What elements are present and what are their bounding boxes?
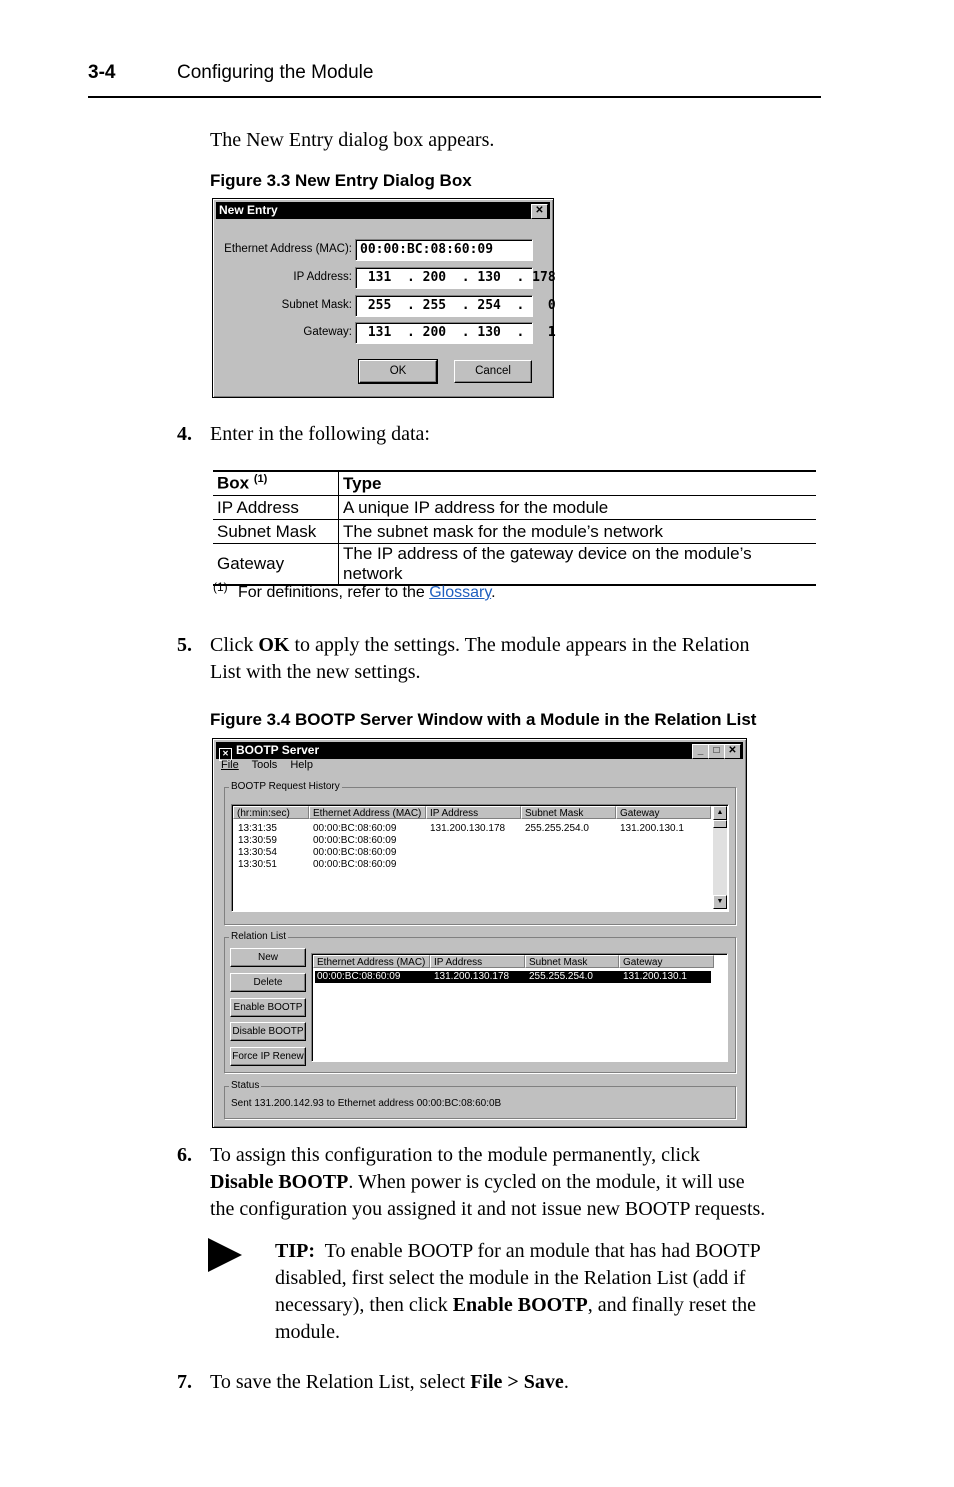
minimize-icon[interactable]: _ (692, 744, 709, 759)
mac-label: Ethernet Address (MAC): (224, 243, 352, 255)
step-7-number: 7. (177, 1371, 192, 1393)
history-col-gateway[interactable]: Gateway (616, 806, 711, 819)
ok-button[interactable]: OK (359, 360, 437, 383)
header-rule (88, 96, 821, 98)
table-cell: Subnet Mask (213, 520, 339, 544)
footnote-mark: (1) (213, 580, 228, 594)
footnote-text: For definitions, refer to the (238, 584, 430, 601)
subnet-field[interactable]: 255 . 255 . 254 . 0 (355, 295, 533, 317)
relation-row-selected[interactable] (315, 971, 711, 983)
table-row (213, 520, 816, 544)
history-label: BOOTP Request History (231, 781, 340, 792)
file-save-bold: File > Save (470, 1371, 564, 1393)
step-7-text: To save the Relation List, select File > Save. (210, 1371, 569, 1393)
enable-bootp-button[interactable]: Enable BOOTP (230, 998, 306, 1017)
cancel-button[interactable]: Cancel (454, 360, 532, 383)
status-label: Status (231, 1080, 260, 1091)
table-cell: IP Address (213, 496, 339, 520)
history-cell: 131.200.130.178 (430, 823, 506, 834)
ip-label: IP Address: (293, 271, 352, 283)
relation-label: Relation List (231, 931, 287, 942)
enable-bootp-bold: Enable BOOTP (452, 1294, 588, 1316)
history-cell: 255.255.254.0 (525, 823, 589, 834)
history-cell: 00:00:BC:08:60:09 (313, 859, 397, 870)
ok-bold: OK (258, 634, 290, 656)
step-5-text: Click OK to apply the settings. The module appears in the Relation List with the new settings. (210, 634, 750, 683)
relation-col-mac[interactable]: Ethernet Address (MAC) (313, 955, 430, 968)
window-title: BOOTP Server (236, 743, 320, 757)
scroll-thumb[interactable] (713, 820, 727, 828)
history-cell: 00:00:BC:08:60:09 (313, 835, 397, 846)
chapter-title: Configuring the Module (177, 62, 374, 83)
relation-list[interactable] (311, 953, 728, 1062)
subnet-label: Subnet Mask: (281, 299, 352, 311)
history-cell: 131.200.130.1 (620, 823, 684, 834)
history-scrollbar[interactable] (713, 806, 727, 909)
bootp-server-window (212, 738, 747, 1128)
menu-tools[interactable]: Tools (251, 759, 278, 771)
tip-text: TIP: To enable BOOTP for an module that has had BOOTP disabled, first select the module in the Relation List (add if necessary), then click Enable BOOTP, and finally reset the module. (275, 1240, 761, 1343)
relation-col-subnet[interactable]: Subnet Mask (525, 955, 619, 968)
step-4-number: 4. (177, 423, 192, 445)
footnote-end: . (491, 584, 496, 601)
history-col-mac[interactable]: Ethernet Address (MAC) (309, 806, 426, 819)
table-row (213, 496, 816, 520)
menu-file[interactable]: File (221, 759, 239, 771)
history-cell: 13:30:59 (238, 835, 277, 846)
tip-arrow-icon (208, 1238, 244, 1274)
history-list[interactable] (231, 804, 729, 912)
close-icon[interactable]: ✕ (531, 204, 548, 219)
gateway-field[interactable]: 131 . 200 . 130 . 1 (355, 322, 533, 344)
step-5-number: 5. (177, 634, 192, 656)
dialog-title: New Entry (219, 203, 278, 217)
scroll-down-icon[interactable]: ▼ (713, 895, 727, 909)
delete-button[interactable]: Delete (230, 973, 306, 992)
page-number: 3-4 (88, 62, 116, 83)
table-header-row (213, 471, 816, 496)
maximize-icon[interactable]: □ (708, 744, 725, 759)
ip-field[interactable]: 131 . 200 . 130 . 178 (355, 267, 533, 289)
relation-cell: 131.200.130.1 (623, 971, 687, 982)
relation-cell: 00:00:BC:08:60:09 (317, 971, 401, 982)
col-box-footnote-mark: (1) (253, 473, 268, 486)
status-text: Sent 131.200.142.93 to Ethernet address 00:00:BC:08:60:0B (231, 1098, 502, 1109)
figure-3-4-caption: Figure 3.4 BOOTP Server Window with a Module in the Relation List (210, 710, 757, 729)
relation-col-ip[interactable]: IP Address (430, 955, 525, 968)
table-cell: The IP address of the gateway device on the module’s network (339, 544, 817, 586)
step-6-text: To assign this configuration to the module permanently, click Disable BOOTP. When power is cycled on the module, it will use the configuration you assigned it and not issue new BOOTP requests. (210, 1144, 766, 1220)
mac-field[interactable]: 00:00:BC:08:60:09 (355, 239, 533, 261)
figure-3-3-caption: Figure 3.3 New Entry Dialog Box (210, 171, 472, 190)
history-cell: 13:31:35 (238, 823, 277, 834)
step-4-text: Enter in the following data: (210, 423, 430, 445)
gateway-label: Gateway: (303, 326, 352, 338)
col-box: Box $^{(1)}$ (213, 471, 339, 496)
glossary-link[interactable]: Glossary (429, 584, 492, 601)
table-cell: A unique IP address for the module (339, 496, 817, 520)
tip-label: TIP: (275, 1240, 315, 1262)
app-icon: ✕ (219, 748, 232, 761)
table-row (213, 544, 816, 586)
intro-text: The New Entry dialog box appears. (210, 129, 495, 151)
table-cell: The subnet mask for the module’s network (339, 520, 817, 544)
disable-bootp-button[interactable]: Disable BOOTP (230, 1022, 306, 1041)
history-cell: 00:00:BC:08:60:09 (313, 847, 397, 858)
history-cell: 13:30:54 (238, 847, 277, 858)
step-6-number: 6. (177, 1144, 192, 1166)
disable-bootp-bold: Disable BOOTP (210, 1171, 349, 1193)
close-icon[interactable]: ✕ (724, 744, 741, 759)
history-col-time[interactable]: (hr:min:sec) (233, 806, 309, 819)
new-button[interactable]: New (230, 948, 306, 967)
table-cell: Gateway (213, 544, 339, 586)
history-col-subnet[interactable]: Subnet Mask (521, 806, 616, 819)
new-entry-dialog (212, 198, 554, 398)
scroll-up-icon[interactable]: ▲ (713, 806, 727, 820)
history-cell: 00:00:BC:08:60:09 (313, 823, 397, 834)
history-cell: 13:30:51 (238, 859, 277, 870)
force-ip-renew-button[interactable]: Force IP Renew (230, 1047, 306, 1066)
relation-col-gateway[interactable]: Gateway (619, 955, 714, 968)
relation-cell: 131.200.130.178 (434, 971, 510, 982)
dialog-titlebar (216, 202, 550, 219)
menu-bar (221, 759, 313, 771)
window-titlebar (216, 742, 743, 759)
col-type: Type (339, 471, 817, 496)
data-table (213, 470, 816, 586)
menu-help[interactable]: Help (290, 759, 313, 771)
footnote (238, 584, 496, 602)
relation-cell: 255.255.254.0 (529, 971, 593, 982)
history-col-ip[interactable]: IP Address (426, 806, 521, 819)
